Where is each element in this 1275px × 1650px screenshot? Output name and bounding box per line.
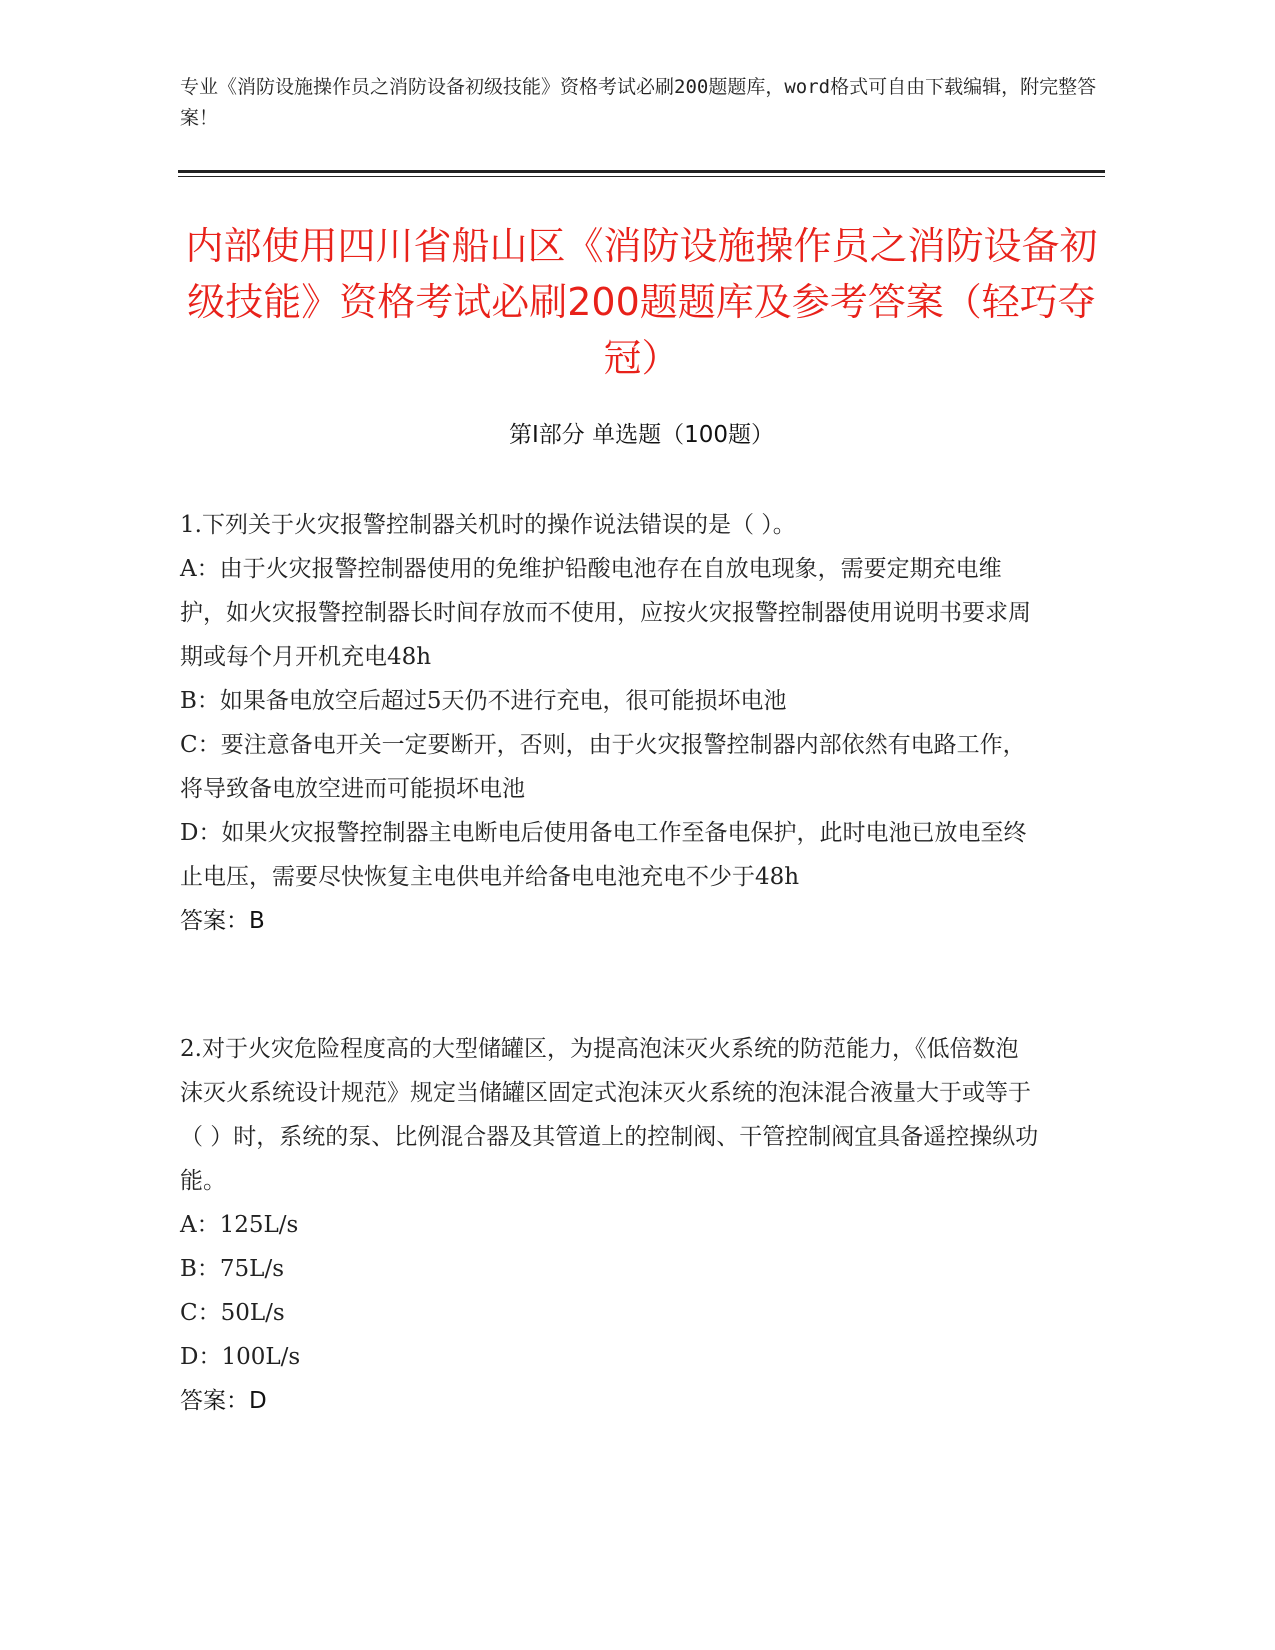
section-heading: 第Ⅰ部分 单选题（100题）	[509, 422, 774, 448]
answer: 答案：D	[180, 1388, 267, 1414]
answer: 答案：B	[180, 908, 265, 934]
option-d: D：100L/s	[180, 1344, 301, 1370]
option-a: A：125L/s	[180, 1212, 299, 1238]
option-a: A：由于火灾报警控制器使用的免维护铅酸电池存在自放电现象，需要定期充电维护，如火灾报警控制器长时间存放而不使用，应按火灾报警控制器使用说明书要求周期或每个月开机充电48h	[180, 556, 1031, 670]
question-stem: 2.对于火灾危险程度高的大型储罐区，为提高泡沫灭火系统的防范能力，《低倍数泡沫灭火系统设计规范》规定当储罐区固定式泡沫灭火系统的泡沫混合液量大于或等于（ ）时，系统的泵、比例混合器及其管道上的控制阀、干管控制阀宜具备遥控操纵功能。	[180, 1036, 1039, 1194]
option-c: C：50L/s	[180, 1300, 285, 1326]
question-stem: 1.下列关于火灾报警控制器关机时的操作说法错误的是（ ）。	[180, 512, 796, 538]
option-c: C：要注意备电开关一定要断开，否则，由于火灾报警控制器内部依然有电路工作，将导致备电放空进而可能损坏电池	[180, 732, 1026, 802]
option-b: B：75L/s	[180, 1256, 284, 1282]
option-b: B：如果备电放空后超过5天仍不进行充电，很可能损坏电池	[180, 688, 787, 714]
document-title: 内部使用四川省船山区《消防设施操作员之消防设备初级技能》资格考试必刷200题题库及参考答案（轻巧夺冠）	[185, 224, 1098, 380]
question-2	[180, 1027, 1040, 1423]
header-note: 专业《消防设施操作员之消防设备初级技能》资格考试必刷200题题库，word格式可自由下载编辑，附完整答案！	[180, 76, 1097, 129]
header-divider-thick	[178, 170, 1105, 173]
option-d: D：如果火灾报警控制器主电断电后使用备电工作至备电保护，此时电池已放电至终止电压，需要尽快恢复主电供电并给备电电池充电不少于48h	[180, 820, 1027, 890]
question-1	[180, 503, 1040, 943]
header-divider-thin	[178, 176, 1105, 177]
